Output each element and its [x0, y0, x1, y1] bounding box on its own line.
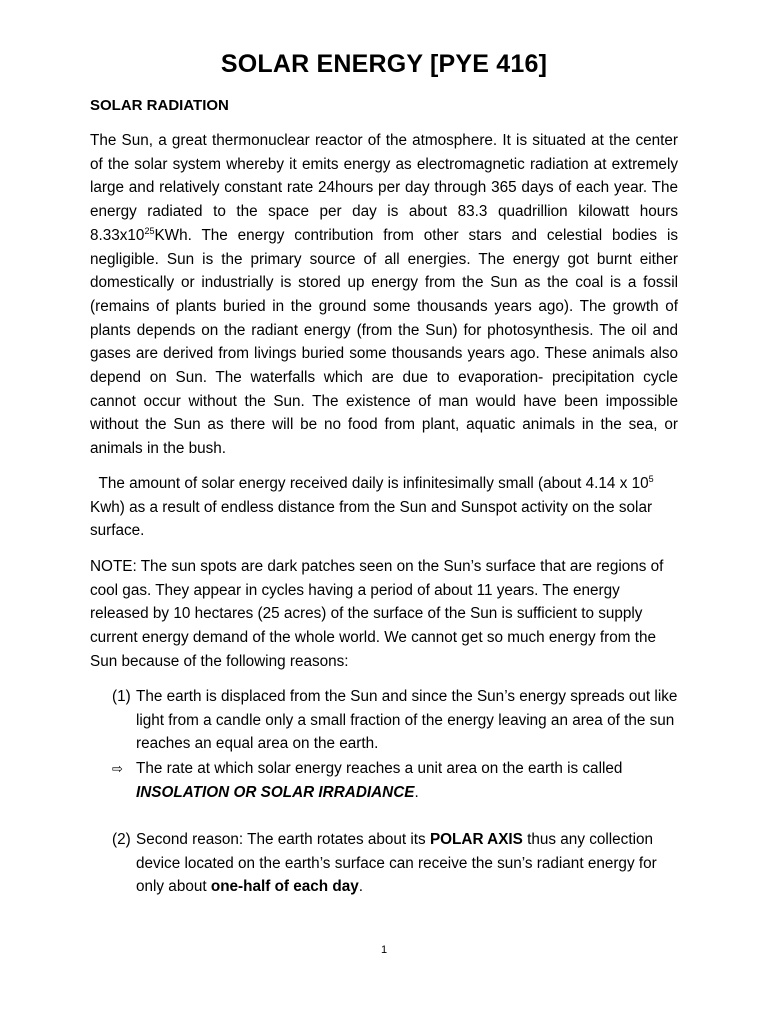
list-item-text-plain: thus any collection device located on the earth’s surface can receive the sun’s radiant energy for only about — [136, 831, 657, 896]
paragraph-text: Kwh) as a result of endless distance from the Sun and Sunspot activity on the solar surface. — [90, 498, 653, 540]
list-marker: (2) — [112, 831, 131, 848]
list-item-text: The earth is displaced from the Sun and since the Sun’s energy spreads out like light from a candle only a small fraction of the energy leaving an area of the sun reaches an equal area on the earth. — [136, 688, 678, 753]
paragraph-text: KWh. The energy contribution from other stars and celestial bodies is negligible. Sun is the primary source of all energies. The energy got burnt either domestically or industrially is stored up energy from the Sun as the coal is a fossil (remains of plants buried in the ground some thousands years ago). The growth of plants depends on the radiant energy (from the Sun) for photosynthesis. The oil and gases are derived from livings buried some thousands years ago. These animals also depend on Sun. The waterfalls which are due to evaporation- precipitation cycle cannot occur without the Sun. The existence of man would have been impossible without the Sun as there will be no food from plant, aquatic animals in the sea, or animals in the bush. — [90, 226, 678, 458]
list-marker: (1) — [112, 688, 131, 705]
superscript-exponent: 5 — [648, 473, 654, 484]
list-item-text-end: . — [358, 878, 363, 896]
paragraph-text: The amount of solar energy received daily is infinitesimally small (about 4.14 x 10 — [98, 475, 649, 492]
list-item-text-plain: The rate at which solar energy reaches a unit area on the earth is called — [136, 760, 623, 777]
page-title: SOLAR ENERGY [PYE 416] — [220, 50, 548, 78]
list-item-reason-2 — [112, 828, 682, 899]
list-item-insolation — [112, 757, 682, 804]
polar-axis-bold: POLAR AXIS — [429, 831, 523, 848]
list-item-reason-1 — [112, 685, 682, 756]
list-item-text-plain: Second reason: The earth rotates about its — [136, 831, 430, 848]
paragraph-note: NOTE: The sun spots are dark patches seen on the Sun’s surface that are regions of cool gas. They appear in cycles having a period of about 11 years. The energy released by 10 hectares (25 acres) of the surface of the Sun is sufficient to supply current energy demand of the whole world. We cannot get so much energy from the Sun because of the following reasons: — [90, 558, 664, 670]
paragraph-text: The Sun, a great thermonuclear reactor of the atmosphere. It is situated at the center of the solar system whereby it emits energy as electromagnetic radiation at extremely large and relatively constant rate 24hours per day through 365 days of each year. The energy radiated to the space per day is about 83.3 quadrillion kilowatt hours 8.33x10 — [90, 132, 678, 244]
superscript-exponent: 25 — [144, 225, 155, 236]
half-day-bold: one-half of each day — [210, 878, 359, 896]
paragraph-solar-amount — [90, 472, 678, 543]
page-number: 1 — [380, 944, 388, 956]
paragraph-sun-intro — [90, 129, 678, 461]
list-item-text — [136, 757, 682, 804]
insolation-emphasis: INSOLATION OR SOLAR IRRADIANCE — [136, 783, 415, 801]
list-item-text-end: . — [414, 783, 419, 801]
arrow-icon: ⇨ — [112, 761, 123, 776]
list-item-text — [136, 828, 682, 899]
section-heading: SOLAR RADIATION — [90, 97, 229, 114]
